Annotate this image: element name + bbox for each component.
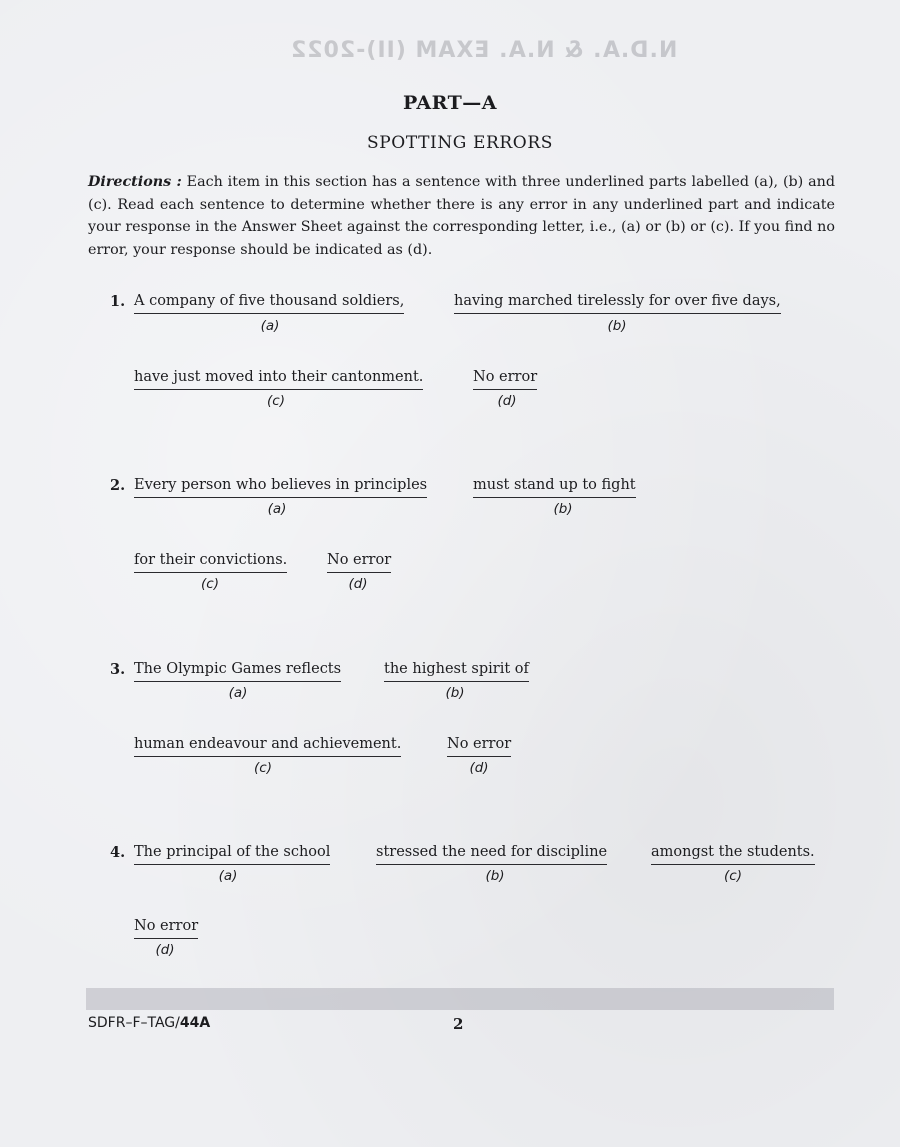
question-number: 4. — [110, 844, 126, 861]
question-number: 1. — [110, 293, 126, 310]
question-3-part-c: human endeavour and achievement. — [134, 736, 401, 757]
directions-text: Each item in this section has a sentence with three underlined parts labelled (a), (b) and (c). Read each sentence to determine whether there is any error in any underlined part and indicate your response in the Answer Sheet against the corresponding letter, i.e., (a) or (b) or (c). If you find no error, your response should be indicated as (d). — [88, 174, 836, 258]
booklet-code-suffix: 44A — [179, 1015, 211, 1031]
question-3-label-c: (c) — [254, 760, 272, 776]
page-number: 2 — [453, 1015, 464, 1033]
question-4-label-b: (b) — [485, 868, 505, 884]
question-3-part-a: The Olympic Games reflects — [134, 661, 341, 682]
question-2-part-b: must stand up to fight — [473, 477, 636, 498]
question-4-label-c: (c) — [724, 868, 742, 884]
booklet-code — [88, 1015, 210, 1031]
question-2-label-a: (a) — [267, 501, 287, 517]
question-2-part-c: for their convictions. — [134, 552, 287, 573]
question-number: 2. — [110, 477, 126, 494]
question-2-label-c: (c) — [201, 576, 219, 592]
question-1-label-a: (a) — [260, 318, 280, 334]
question-1-label-b: (b) — [607, 318, 627, 334]
question-3-part-b: the highest spirit of — [384, 661, 529, 682]
question-1-part-d: No error — [473, 369, 537, 390]
question-2-part-d: No error — [327, 552, 391, 573]
question-1-part-b: having marched tirelessly for over five days, — [454, 293, 781, 314]
directions-paragraph — [88, 171, 835, 261]
question-3-part-d: No error — [447, 736, 511, 757]
part-title: PART—A — [403, 92, 497, 114]
question-4-part-a: The principal of the school — [134, 844, 330, 865]
question-4-label-d: (d) — [155, 942, 175, 958]
question-2-part-a: Every person who believes in principles — [134, 477, 427, 498]
footer-shade-band — [86, 988, 834, 1010]
question-4-part-b: stressed the need for discipline — [376, 844, 607, 865]
question-1-label-d: (d) — [497, 393, 517, 409]
question-1-part-c: have just moved into their cantonment. — [134, 369, 423, 390]
question-4-label-a: (a) — [218, 868, 238, 884]
question-2-label-d: (d) — [348, 576, 368, 592]
watermark-text: N.D.A. & N.A. EXAM (II)-2022 — [290, 38, 678, 63]
question-4-part-d: No error — [134, 918, 198, 939]
question-1-part-a: A company of five thousand soldiers, — [134, 293, 404, 314]
directions-lead: Directions : — [88, 174, 182, 190]
section-title: SPOTTING ERRORS — [367, 133, 553, 153]
question-3-label-b: (b) — [445, 685, 465, 701]
booklet-code-prefix: SDFR–F–TAG/ — [88, 1015, 180, 1031]
question-4-part-c: amongst the students. — [651, 844, 815, 865]
question-number: 3. — [110, 661, 126, 678]
question-3-label-d: (d) — [469, 760, 489, 776]
question-2-label-b: (b) — [553, 501, 573, 517]
question-1-label-c: (c) — [267, 393, 285, 409]
question-3-label-a: (a) — [228, 685, 248, 701]
